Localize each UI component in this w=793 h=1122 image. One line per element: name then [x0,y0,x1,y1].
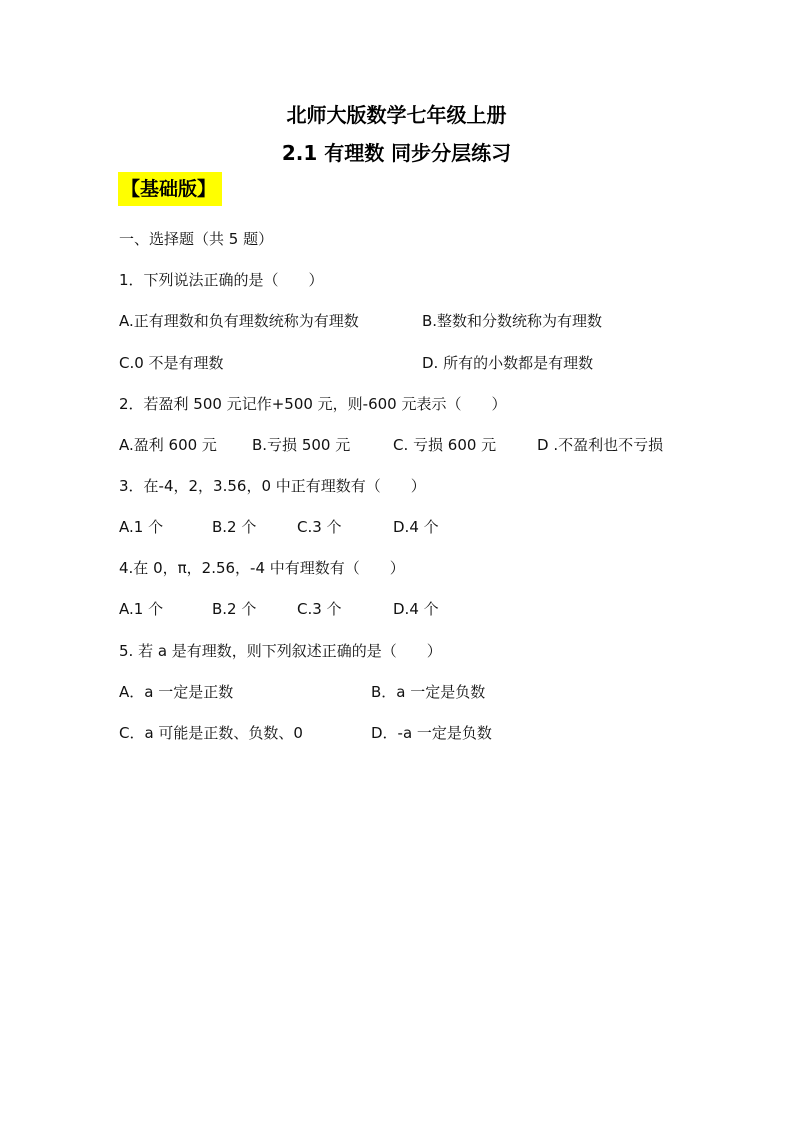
question-5-option-a: A．a 一定是正数 [119,683,234,701]
question-2-option-c: C. 亏损 600 元 [393,436,497,454]
question-1-option-c: C.0 不是有理数 [119,354,224,372]
question-2-option-d: D .不盈利也不亏损 [537,436,664,454]
question-1-option-d: D. 所有的小数都是有理数 [422,354,594,372]
question-3-option-d: D.4 个 [393,518,439,536]
question-3-stem: 3．在-4，2，3.56，0 中正有理数有（ ） [119,477,426,495]
question-1-stem: 1．下列说法正确的是（ ） [119,271,324,289]
question-5-option-c: C．a 可能是正数、负数、0 [119,724,303,742]
question-4-option-d: D.4 个 [393,600,439,618]
question-1-option-b: B.整数和分数统称为有理数 [422,312,603,330]
document-title: 北师大版数学七年级上册 [286,103,507,127]
question-2-stem: 2．若盈利 500 元记作+500 元，则-600 元表示（ ） [119,395,507,413]
section-heading: 一、选择题（共 5 题） [119,230,274,248]
question-5-option-b: B．a 一定是负数 [371,683,486,701]
question-1-option-a: A.正有理数和负有理数统称为有理数 [119,312,359,330]
question-4-option-a: A.1 个 [119,600,164,618]
question-2-option-a: A.盈利 600 元 [119,436,217,454]
question-4-option-c: C.3 个 [297,600,342,618]
question-2-option-b: B.亏损 500 元 [252,436,351,454]
question-5-stem: 5. 若 a 是有理数，则下列叙述正确的是（ ） [119,642,442,660]
question-5-option-d: D．-a 一定是负数 [371,724,492,742]
question-3-option-a: A.1 个 [119,518,164,536]
question-4-option-b: B.2 个 [212,600,257,618]
question-3-option-b: B.2 个 [212,518,257,536]
question-3-option-c: C.3 个 [297,518,342,536]
document-subtitle: 2.1 有理数 同步分层练习 [281,141,512,165]
question-4-stem: 4.在 0，π，2.56，-4 中有理数有（ ） [119,559,405,577]
version-badge: 【基础版】 [118,172,222,206]
